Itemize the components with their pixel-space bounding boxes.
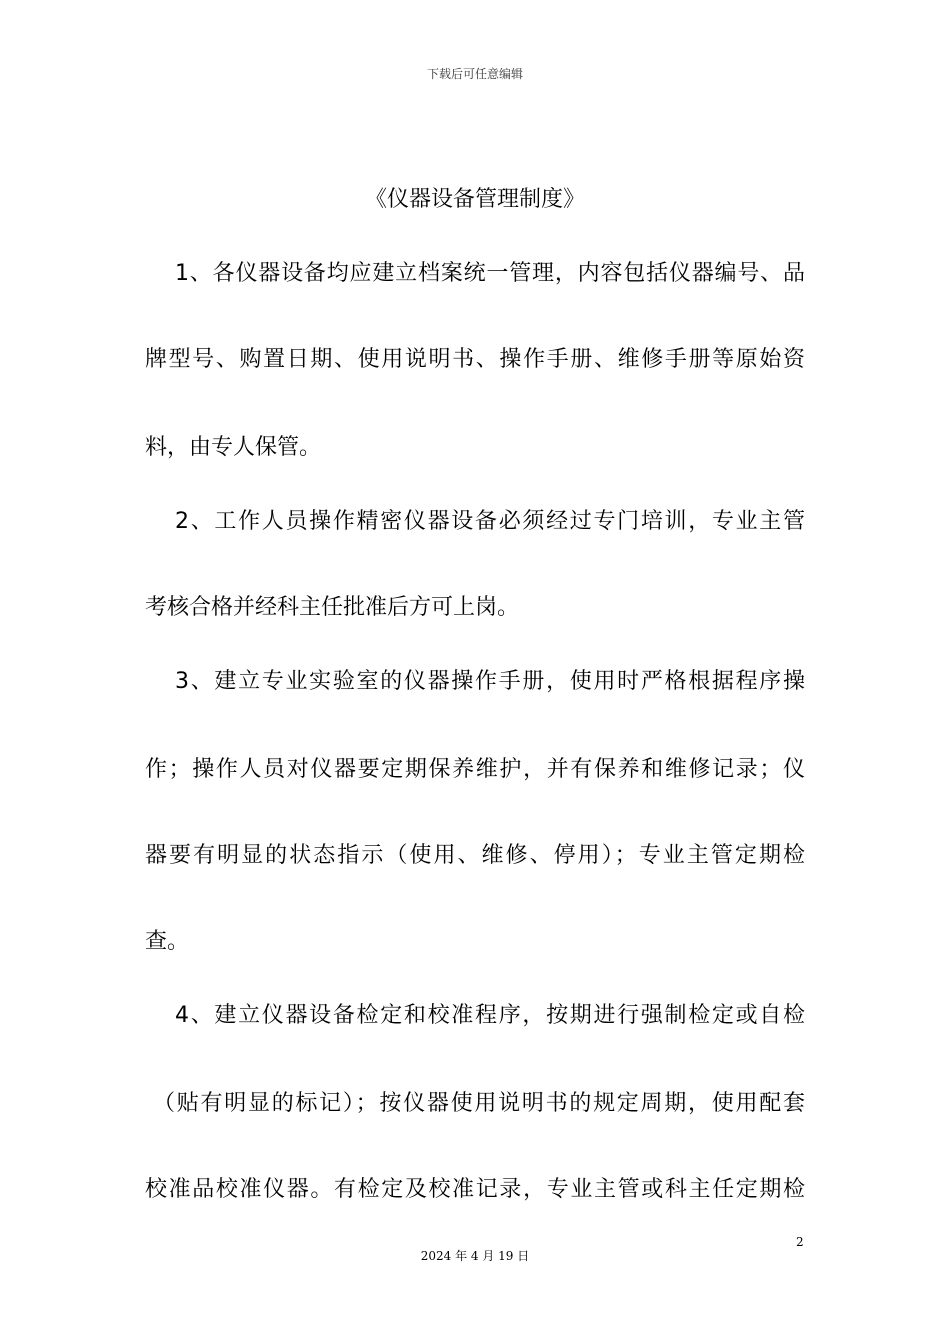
body-line: 校准品校准仪器。有检定及校准记录，专业主管或科主任定期检 (145, 1177, 805, 1202)
body-line: （贴有明显的标记）；按仪器使用说明书的规定周期，使用配套 (153, 1091, 805, 1116)
page-number: 2 (796, 1235, 804, 1249)
body-line: 牌型号、购置日期、使用说明书、操作手册、维修手册等原始资 (145, 347, 805, 372)
body-line: 考核合格并经科主任批准后方可上岗。 (145, 595, 520, 620)
header-note: 下载后可任意编辑 (426, 67, 523, 81)
body-line: 料，由专人保管。 (145, 435, 322, 460)
body-line: 作；操作人员对仪器要定期保养维护，并有保养和维修记录；仪 (145, 757, 805, 782)
body-line: 1、各仪器设备均应建立档案统一管理，内容包括仪器编号、品 (175, 261, 805, 286)
body-line: 查。 (145, 929, 190, 954)
document-title: 《仪器设备管理制度》 (364, 187, 585, 212)
body-line: 3、建立专业实验室的仪器操作手册，使用时严格根据程序操 (175, 669, 805, 694)
footer-date: 2024 年 4 月 19 日 (420, 1249, 530, 1263)
body-line: 2、工作人员操作精密仪器设备必须经过专门培训，专业主管 (175, 509, 805, 534)
body-line: 器要有明显的状态指示（使用、维修、停用）；专业主管定期检 (145, 843, 805, 868)
body-line: 4、建立仪器设备检定和校准程序，按期进行强制检定或自检 (175, 1003, 805, 1028)
